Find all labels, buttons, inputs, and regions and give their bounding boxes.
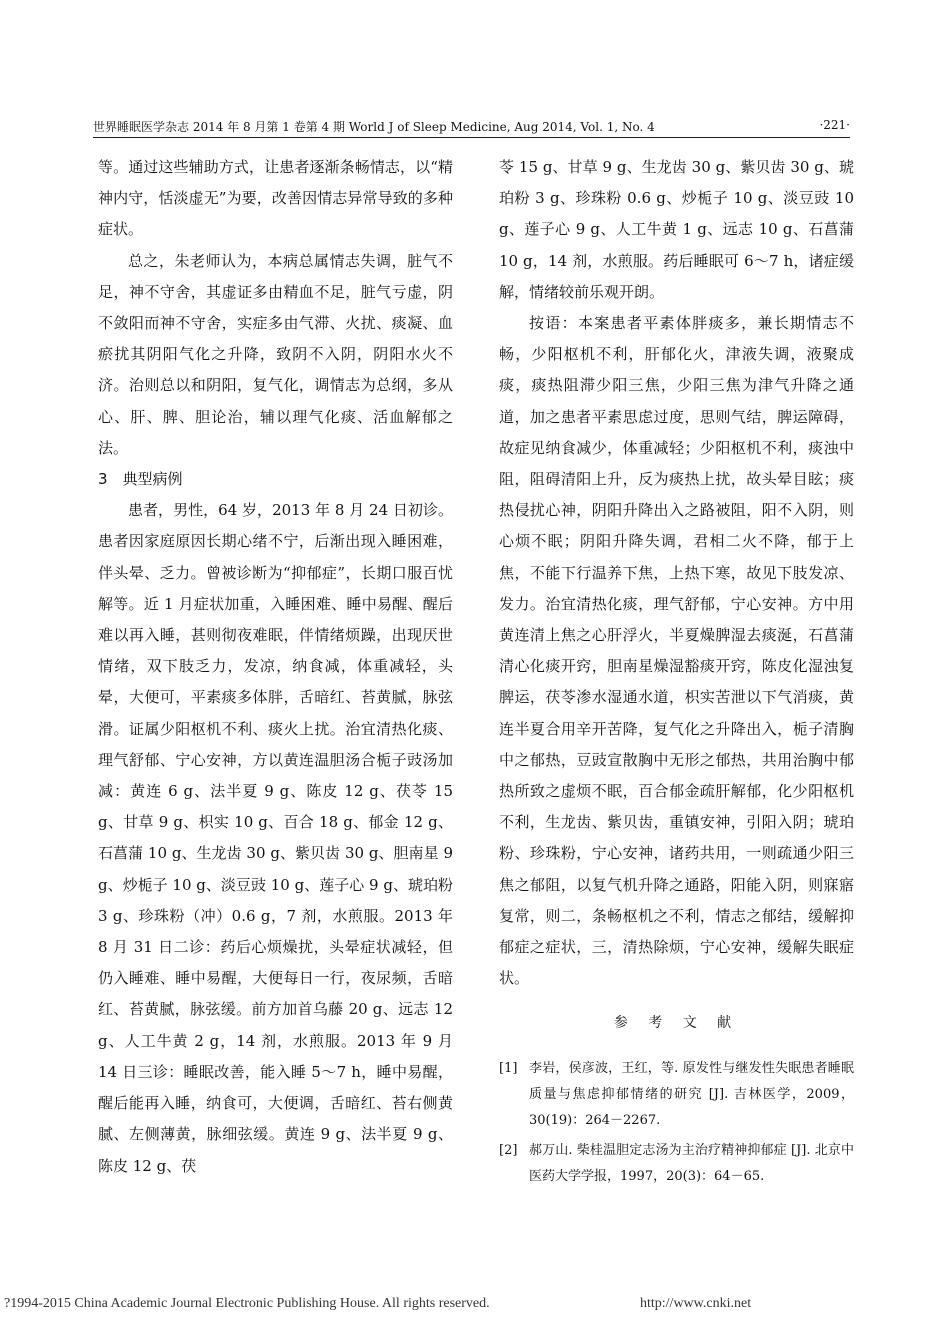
- journal-citation: 世界睡眠医学杂志 2014 年 8 月第 1 卷第 4 期 World J of Sleep Medicine, Aug 2014, Vol. 1, No. 4: [93, 120, 655, 134]
- reference-number: [1]: [499, 1060, 518, 1076]
- paragraph: 等。通过这些辅助方式，让患者逐渐条畅情志，以“精神内守，恬淡虚无”为要，改善因情志异常导致的多种症状。: [98, 158, 453, 239]
- reference-text: 李岩，侯彦波，王红，等. 原发性与继发性失眠患者睡眠质量与焦虑抑郁情绪的研究 [J]. 吉林医学，2009，30(19)：264－2267.: [529, 1060, 854, 1128]
- copyright-notice: ?1994-2015 China Academic Journal Electronic Publishing House. All rights reserved.: [4, 1296, 490, 1311]
- running-header: [93, 118, 850, 138]
- left-column: [98, 152, 453, 1182]
- paragraph: 苓 15 g、甘草 9 g、生龙齿 30 g、紫贝齿 30 g、琥珀粉 3 g、珍珠粉 0.6 g、炒栀子 10 g、淡豆豉 10 g、莲子心 9 g、人工牛黄 1 g、远志 10 g、石菖蒲 10 g，14 剂，水煎服。药后睡眠可 6～7 h，诸症缓解，情绪较前乐观开朗。: [499, 158, 854, 301]
- footer-link[interactable]: http://www.cnki.net: [640, 1296, 752, 1311]
- references-title: 参 考 文 献: [613, 1015, 740, 1032]
- paragraph: 总之，朱老师认为，本病总属情志失调，脏气不足，神不守舍，其虚证多由精血不足，脏气亏虚，阴不敛阳而神不守舍，实症多由气滞、火扰、痰凝、血瘀扰其阴阳气化之升降，致阴不入阴，阴阳水火不济。治则总以和阴阳，复气化，调情志为总纲，多从心、肝、脾、胆论治，辅以理气化痰、活血解郁之法。: [98, 251, 453, 457]
- reference-item: [499, 1056, 854, 1134]
- header-rule: [93, 137, 850, 138]
- section-heading: 3 典型病例: [98, 470, 183, 489]
- page-number: ·221·: [819, 118, 850, 132]
- right-column: [499, 152, 854, 1194]
- reference-number: [2]: [499, 1142, 518, 1158]
- paragraph: 患者，男性，64 岁，2013 年 8 月 24 日初诊。患者因家庭原因长期心绪不宁，后渐出现入睡困难，伴头晕、乏力。曾被诊断为“抑郁症”，长期口服百忧解等。近 1 月症状加重，入睡困难、睡中易醒、醒后难以再入睡，甚则彻夜难眠，伴情绪烦躁，出现厌世情绪，双下肢乏力，发凉，纳食减，体重减轻，头晕，大便可，平素痰多体胖，舌暗红、苔黄腻，脉弦滑。证属少阳枢机不利、痰火上扰。治宜清热化痰、理气舒郁、宁心安神，方以黄连温胆汤合栀子豉汤加减：黄连 6 g、法半夏 9 g、陈皮 12 g、茯苓 15 g、甘草 9 g、枳实 10 g、百合 18 g、郁金 12 g、石菖蒲 10 g、生龙齿 30 g、紫贝齿 30 g、胆南星 9 g、炒栀子 10 g、淡豆豉 10 g、莲子心 9 g、琥珀粉 3 g、珍珠粉（冲）0.6 g，7 剂，水煎服。2013 年 8 月 31 日二诊：药后心烦燥扰，头晕症状减轻，但仍入睡难、睡中易醒，大便每日一行，夜尿频，舌暗红、苔黄腻，脉弦缓。前方加首乌藤 20 g、远志 12 g、人工牛黄 2 g，14 剂，水煎服。2013 年 9 月 14 日三诊：睡眠改善，能入睡 5～7 h，睡中易醒，醒后能再入睡，纳食可，大便调，舌暗红、苔右侧黄腻、左侧薄黄，脉细弦缓。黄连 9 g、法半夏 9 g、陈皮 12 g、茯: [98, 501, 453, 1175]
- reference-item: [499, 1138, 854, 1190]
- reference-text: 郝万山. 柴桂温胆定志汤为主治疗精神抑郁症 [J]. 北京中医药大学学报，1997，20(3)：64－65.: [529, 1142, 854, 1184]
- paragraph: 按语：本案患者平素体胖痰多，兼长期情志不畅，少阳枢机不利，肝郁化火，津液失调，液聚成痰，痰热阻滞少阳三焦，少阳三焦为津气升降之通道，加之患者平素思虑过度，思则气结，脾运障碍，故症见纳食减少，体重减轻；少阳枢机不利，痰浊中阻，阻碍清阳上升，反为痰热上扰，故头晕目眩；痰热侵扰心神，阴阳升降出入之路被阻，阳不入阴，则心烦不眠；阴阳升降失调，君相二火不降，郁于上焦，不能下行温养下焦，上热下寒，故见下肢发凉、发力。治宜清热化痰，理气舒郁，宁心安神。方中用黄连清上焦之心肝浮火，半夏燥脾湿去痰涎，石菖蒲清心化痰开窍，胆南星燥湿豁痰开窍，陈皮化湿浊复脾运，茯苓渗水湿通水道，枳实苦泄以下气消痰，黄连半夏合用辛开苦降，复气化之升降出入，栀子清胸中之郁热，豆豉宣散胸中无形之郁热，共用治胸中郁热所致之虚烦不眠，百合郁金疏肝解郁，化少阳枢机不利，生龙齿、紫贝齿，重镇安神，引阳入阴；琥珀粉、珍珠粉，宁心安神，诸药共用，一则疏通少阳三焦之郁阻，以复气机升降之通路，阳能入阴，则寐寤复常，则二，条畅枢机之不利，情志之郁结，缓解抑郁症之症状，三，清热除烦，宁心安神，缓解失眠症状。: [499, 314, 854, 988]
